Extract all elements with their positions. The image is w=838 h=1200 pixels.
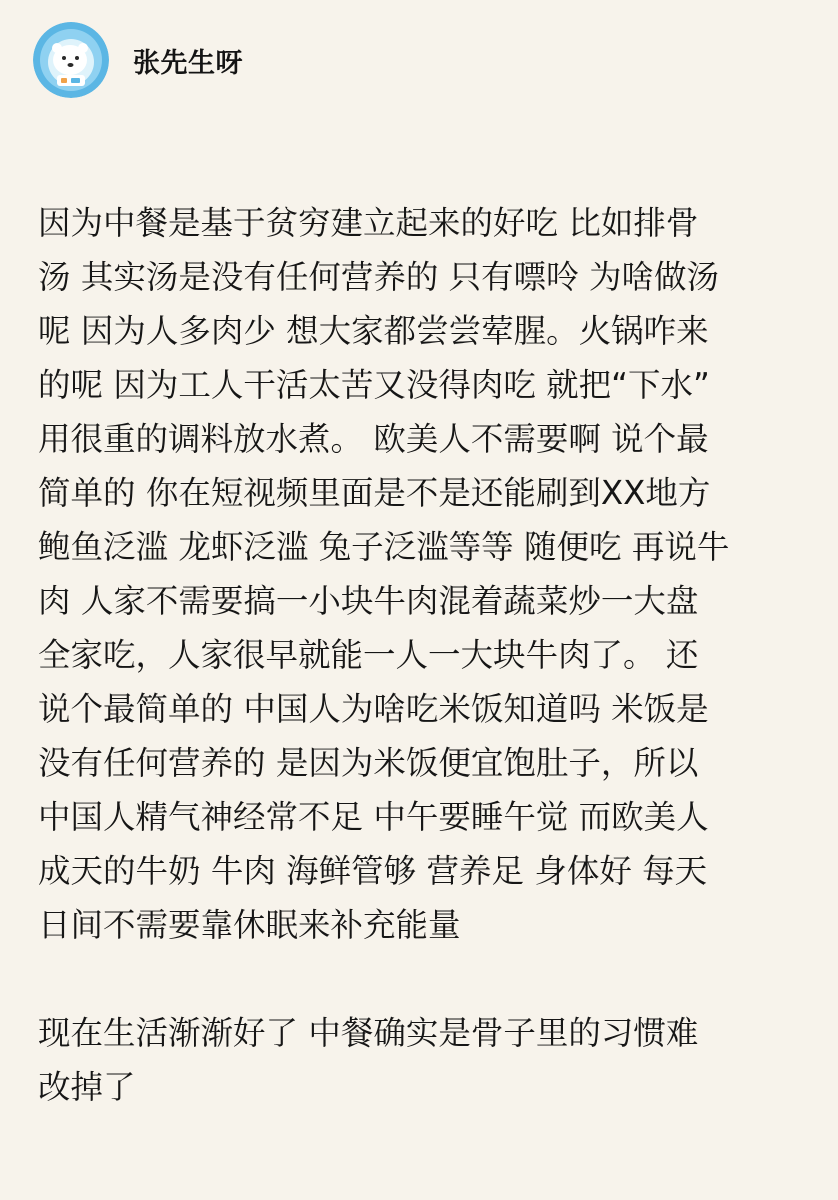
text-line: 鲍鱼泛滥 龙虾泛滥 兔子泛滥等等 随便吃 再说牛: [38, 528, 730, 566]
text-line: 汤 其实汤是没有任何营养的 只有嘌呤 为啥做汤: [38, 258, 719, 296]
text-line: 日间不需要靠休眠来补充能量: [38, 906, 461, 944]
polar-bear-astronaut-icon: [33, 22, 109, 98]
text-line: 的呢 因为工人干活太苦又没得肉吃 就把“下水”: [38, 366, 710, 404]
text-line: 说个最简单的 中国人为啥吃米饭知道吗 米饭是: [38, 690, 709, 728]
text-line: 用很重的调料放水煮。 欧美人不需要啊 说个最: [38, 420, 709, 458]
text-line: 没有任何营养的 是因为米饭便宜饱肚子，所以: [38, 744, 699, 782]
text-line: 改掉了: [38, 1068, 136, 1106]
post-header: [33, 22, 243, 98]
text-line: 成天的牛奶 牛肉 海鲜管够 营养足 身体好 每天: [38, 852, 708, 890]
text-line: 全家吃，人家很早就能一人一大块牛肉了。 还: [38, 636, 699, 674]
post-paragraph: [38, 196, 808, 952]
text-line: 呢 因为人多肉少 想大家都尝尝荤腥。火锅咋来: [38, 312, 709, 350]
author-name[interactable]: 张先生呀: [133, 47, 243, 79]
post-paragraph: [38, 1006, 808, 1114]
text-line: 中国人精气神经常不足 中午要睡午觉 而欧美人: [38, 798, 709, 836]
post-body: [38, 196, 808, 1114]
avatar[interactable]: [33, 22, 109, 98]
text-line: 简单的 你在短视频里面是不是还能刷到XX地方: [38, 474, 711, 512]
text-line: 现在生活渐渐好了 中餐确实是骨子里的习惯难: [38, 1014, 699, 1052]
text-line: 肉 人家不需要搞一小块牛肉混着蔬菜炒一大盘: [38, 582, 699, 620]
text-line: 因为中餐是基于贫穷建立起来的好吃 比如排骨: [38, 204, 699, 242]
